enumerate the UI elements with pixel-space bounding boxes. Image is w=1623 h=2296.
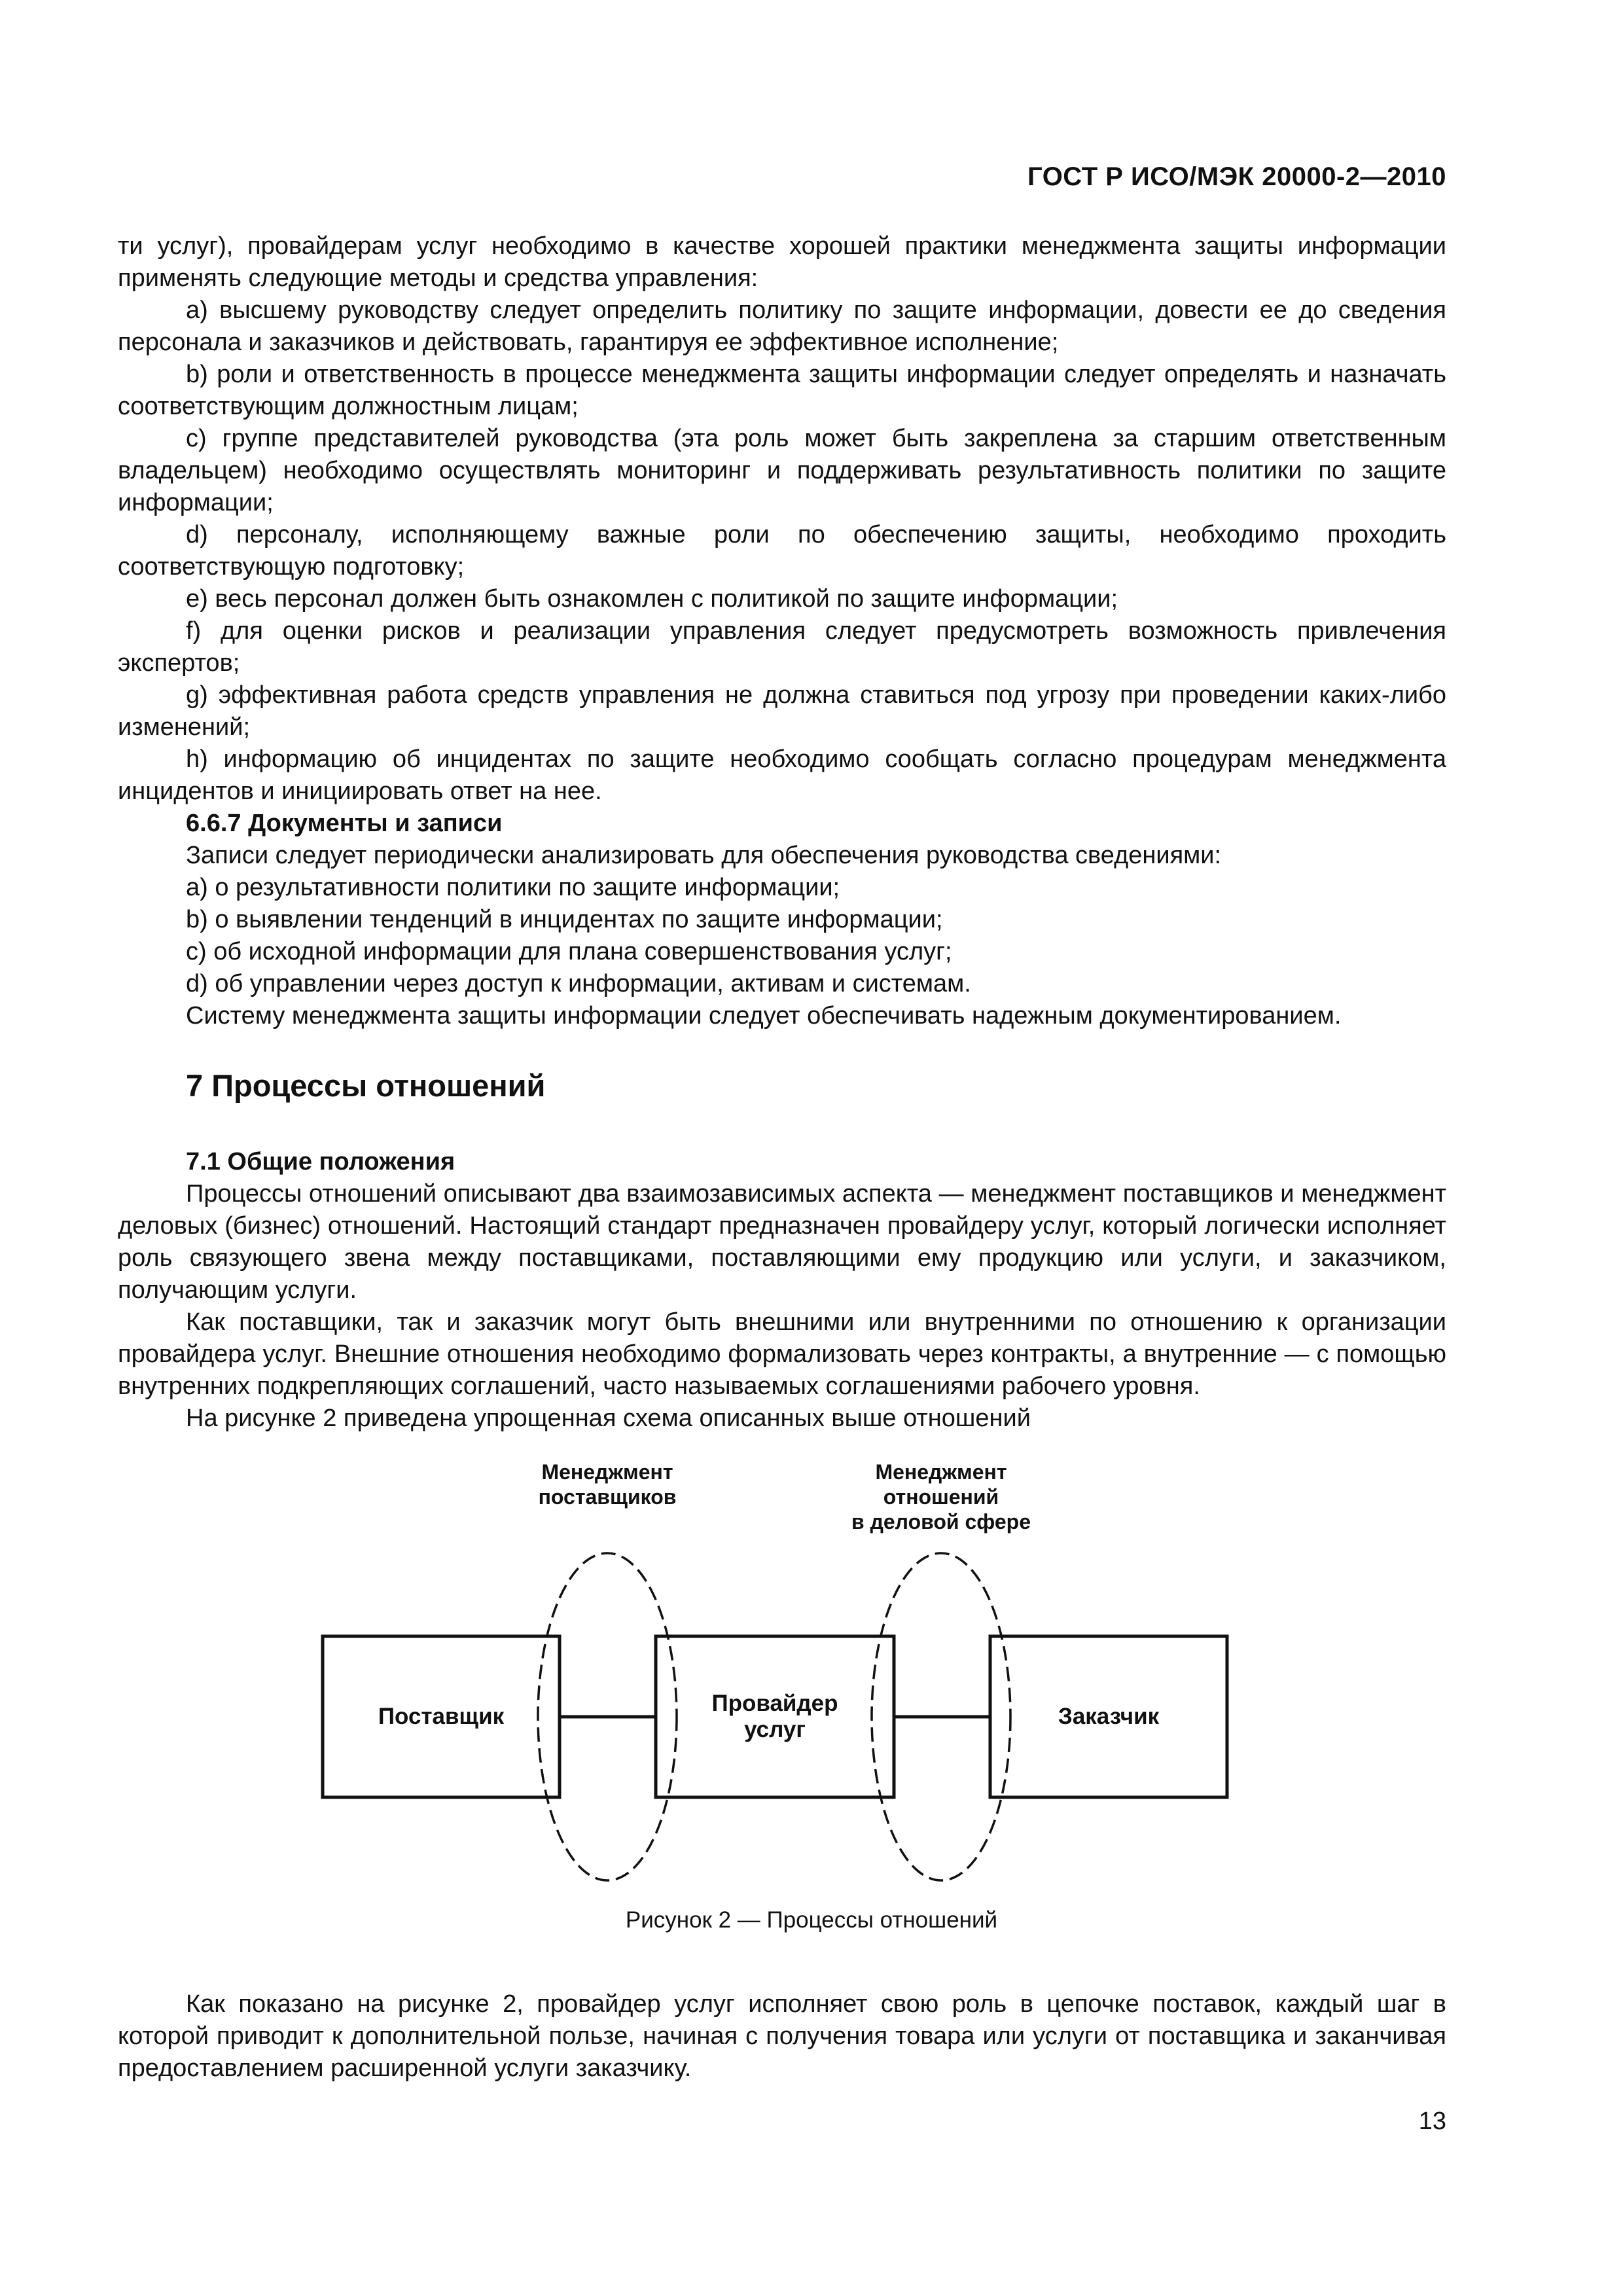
intro-item-a: a) высшему руководству следует определить политику по защите информации, довести ее до сведения персонала и заказчиков и действовать, гарантируя ее эффективное исполнение; (118, 296, 1446, 356)
intro-item-g: g) эффективная работа средств управления не должна ставиться под угрозу при проведении каких-либо изменений; (118, 681, 1446, 741)
section-6-6-7-closing: Систему менеджмента защиты информации следует обеспечивать надежным документированием. (186, 1002, 1342, 1030)
provider-label: Провайдер услуг (711, 1691, 838, 1742)
section-7-1-heading: 7.1 Общие положения (186, 1148, 455, 1175)
records-item-a: a) о результативности политики по защите информации; (186, 874, 840, 901)
section-7-heading: 7 Процессы отношений (186, 1068, 546, 1103)
intro-continuation: ти услуг), провайдерам услуг необходимо в качестве хорошей практики менеджмента защиты информации применять следующие методы и средства управления: (118, 232, 1446, 292)
customer-label: Заказчик (1058, 1704, 1160, 1729)
document-body (118, 230, 1446, 1435)
section-6-6-7-heading: 6.6.7 Документы и записи (186, 810, 503, 837)
section-7-1-paragraph-1: Процессы отношений описывают два взаимозависимых аспекта — менеджмент поставщиков и менеджмент деловых (бизнес) отношений. Настоящий стандарт предназначен провайдеру услуг, который логически исполняет роль связующего звена между поставщиками, поставляющими ему продукцию или услуги, и заказчиком, получающим услуги. (118, 1180, 1446, 1304)
intro-item-h: h) информацию об инцидентах по защите необходимо сообщать согласно процедурам менеджмента инцидентов и инициировать ответ на нее. (118, 745, 1446, 805)
records-item-c: c) об исходной информации для плана совершенствования услуг; (186, 938, 952, 965)
intro-item-f: f) для оценки рисков и реализации управления следует предусмотреть возможность привлечения экспертов; (118, 617, 1446, 677)
figure-caption: Рисунок 2 — Процессы отношений (625, 1907, 998, 1933)
records-item-b: b) о выявлении тенденций в инцидентах по защите информации; (186, 906, 943, 933)
relationship-diagram (288, 1460, 1257, 1931)
records-item-d: d) об управлении через доступ к информации, активам и системам. (186, 970, 971, 997)
section-7-1-paragraph-2: Как поставщики, так и заказчик могут быть внешними или внутренними по отношению к организации провайдера услуг. Внешние отношения необходимо формализовать через контракты, а внутренние — с помощью внутренних подкрепляющих соглашений, часто называемых соглашениями рабочего уровня. (118, 1308, 1446, 1400)
running-header: ГОСТ Р ИСО/МЭК 20000-2—2010 (1027, 162, 1446, 191)
supplier-management-label: Менеджмент поставщиков (538, 1460, 677, 1509)
section-6-6-7-lead: Записи следует периодически анализировать для обеспечения руководства сведениями: (186, 842, 1222, 869)
intro-item-c: c) группе представителей руководства (эта роль может быть закреплена за старшим ответственным владельцем) необходимо осуществлять мониторинг и поддерживать результативность политики по защите информации; (118, 425, 1446, 516)
business-management-label: Менеджмент отношений в деловой сфере (851, 1460, 1031, 1534)
after-figure-text (118, 1988, 1446, 2085)
intro-item-b: b) роли и ответственность в процессе менеджмента защиты информации следует определять и назначать соответствующим должностным лицам; (118, 361, 1446, 420)
after-figure-paragraph: Как показано на рисунке 2, провайдер услуг исполняет свою роль в цепочке поставок, каждый шаг в которой приводит к дополнительной пользе, начиная с получения товара или услуги от поставщика и заканчивая предоставлением расширенной услуги заказчику. (118, 1990, 1446, 2082)
intro-item-e: e) весь персонал должен быть ознакомлен с политикой по защите информации; (186, 585, 1118, 613)
intro-item-d: d) персоналу, исполняющему важные роли по обеспечению защиты, необходимо проходить соответствующую подготовку; (118, 521, 1446, 581)
section-7-1-paragraph-3: На рисунке 2 приведена упрощенная схема описанных выше отношений (186, 1405, 1031, 1432)
supplier-label: Поставщик (378, 1704, 505, 1729)
page-number: 13 (1418, 2108, 1446, 2135)
